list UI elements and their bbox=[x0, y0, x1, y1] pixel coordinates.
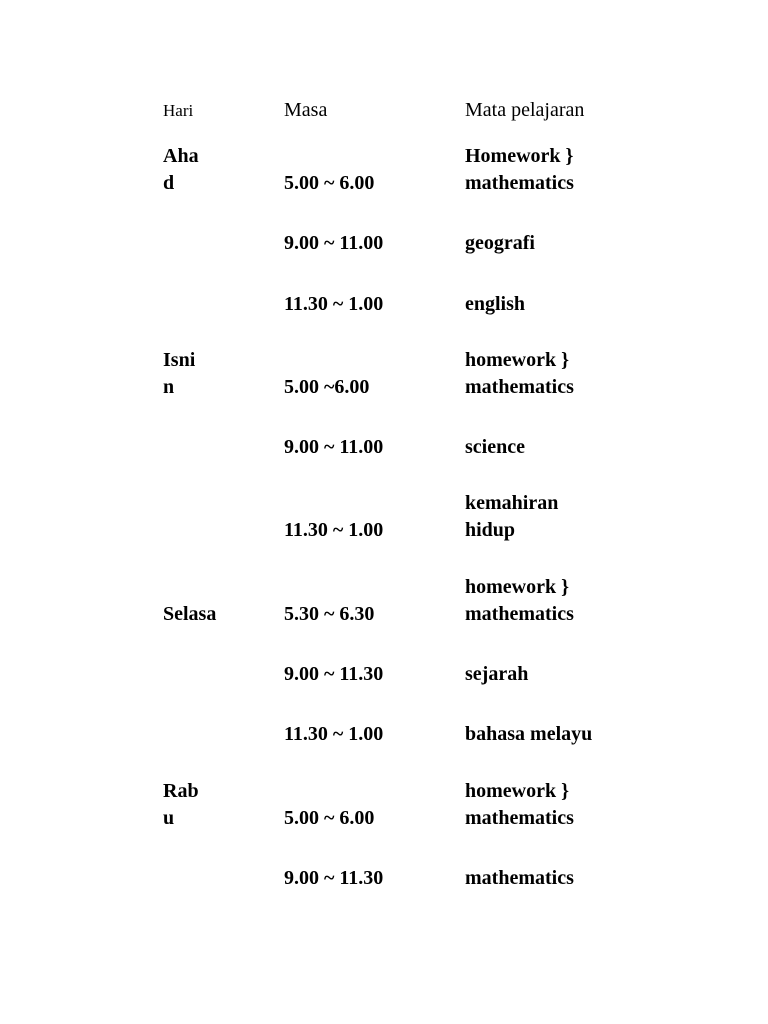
row-subject: mathematics bbox=[465, 807, 574, 829]
row-day-label: d bbox=[163, 172, 175, 194]
row-day-label: Rab bbox=[163, 780, 199, 802]
row-time: 5.00 ~6.00 bbox=[284, 376, 370, 398]
row-day-label: Aha bbox=[163, 145, 199, 167]
row-subject: kemahiran bbox=[465, 492, 559, 514]
row-time: 11.30 ~ 1.00 bbox=[284, 723, 384, 745]
row-time: 5.30 ~ 6.30 bbox=[284, 603, 375, 625]
row-subject: hidup bbox=[465, 519, 516, 541]
row-day-label: Selasa bbox=[163, 603, 217, 625]
row-day-label: n bbox=[163, 376, 175, 398]
row-subject: mathematics bbox=[465, 603, 574, 625]
row-time: 11.30 ~ 1.00 bbox=[284, 293, 384, 315]
row-time: 9.00 ~ 11.00 bbox=[284, 436, 384, 458]
row-subject: mathematics bbox=[465, 376, 574, 398]
row-subject: english bbox=[465, 293, 526, 315]
row-time: 9.00 ~ 11.30 bbox=[284, 663, 384, 685]
row-time: 5.00 ~ 6.00 bbox=[284, 807, 375, 829]
row-time: 11.30 ~ 1.00 bbox=[284, 519, 384, 541]
row-subject: Homework } bbox=[465, 145, 574, 167]
header-hari: Hari bbox=[163, 101, 194, 120]
row-subject: geografi bbox=[465, 232, 535, 254]
row-time: 9.00 ~ 11.30 bbox=[284, 867, 384, 889]
row-subject: homework } bbox=[465, 576, 569, 598]
row-subject: science bbox=[465, 436, 525, 458]
row-subject: mathematics bbox=[465, 172, 574, 194]
row-subject: mathematics bbox=[465, 867, 574, 889]
row-subject: homework } bbox=[465, 349, 569, 371]
row-time: 5.00 ~ 6.00 bbox=[284, 172, 375, 194]
row-subject: bahasa melayu bbox=[465, 723, 593, 745]
header-masa: Masa bbox=[284, 99, 328, 121]
header-mata-pelajaran: Mata pelajaran bbox=[465, 99, 585, 121]
row-day-label: u bbox=[163, 807, 175, 829]
row-day-label: Isni bbox=[163, 349, 196, 371]
row-subject: sejarah bbox=[465, 663, 529, 685]
row-subject: homework } bbox=[465, 780, 569, 802]
row-time: 9.00 ~ 11.00 bbox=[284, 232, 384, 254]
